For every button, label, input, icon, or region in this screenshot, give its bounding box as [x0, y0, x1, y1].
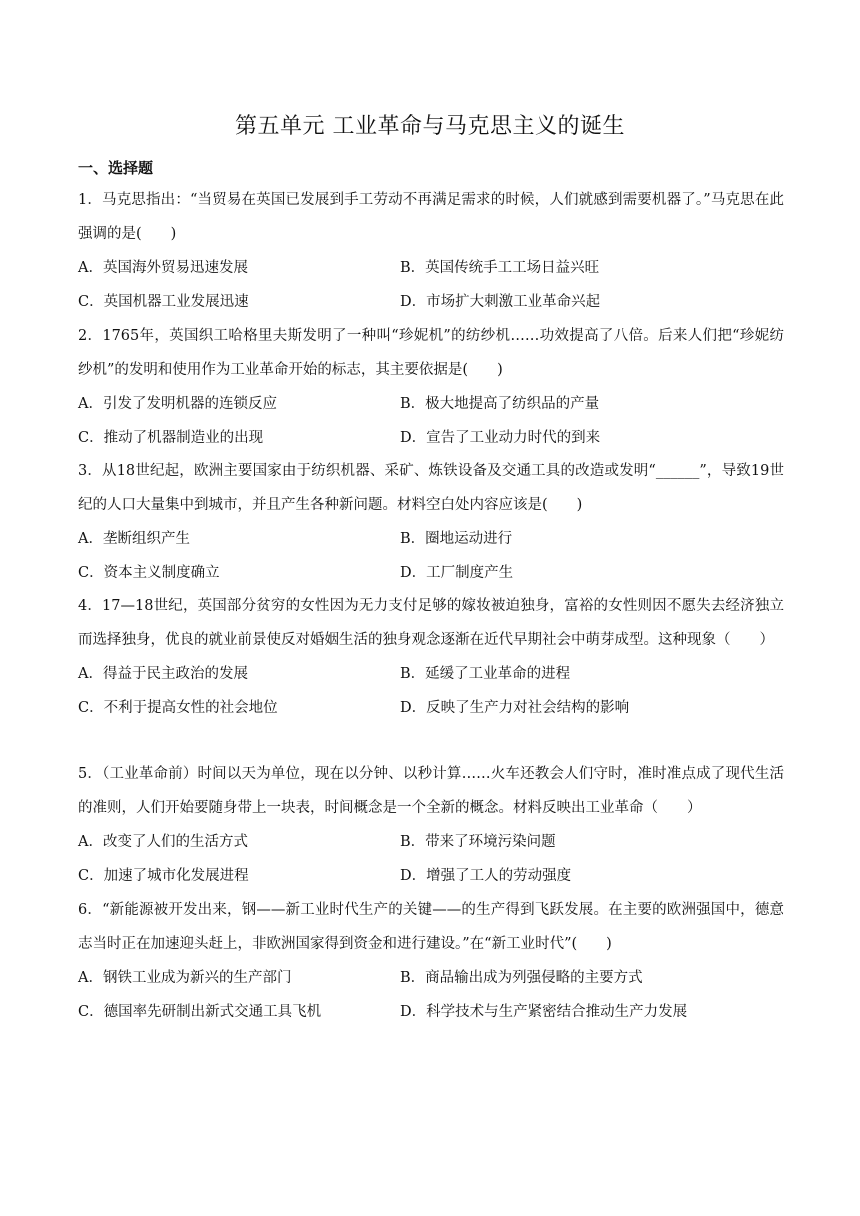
option-a: A．钢铁工业成为新兴的生产部门: [78, 970, 292, 986]
question-stem: 6．“新能源被开发出来，钢——新工业时代生产的关键——的生产得到飞跃发展。在主要的欧洲强国中，德意志当时正在加速迎头赶上，非欧洲国家得到资金和进行建设。”在“新工业时代”( ): [78, 902, 784, 952]
option-a: A．垄断组织产生: [78, 531, 190, 547]
option-row: [78, 285, 784, 319]
option-d: D．科学技术与生产紧密结合推动生产力发展: [400, 1004, 688, 1020]
option-c: C．加速了城市化发展进程: [78, 868, 249, 884]
question-1: [78, 183, 784, 319]
option-c: C．德国率先研制出新式交通工具飞机: [78, 1004, 322, 1020]
option-c: C．资本主义制度确立: [78, 565, 220, 581]
option-d: D．工厂制度产生: [400, 565, 514, 581]
question-5: [78, 757, 784, 893]
option-d: D．市场扩大刺激工业革命兴起: [400, 294, 601, 310]
option-d: D．反映了生产力对社会结构的影响: [400, 700, 630, 716]
option-c: C．不利于提高女性的社会地位: [78, 700, 278, 716]
question-stem: 5．（工业革命前）时间以天为单位，现在以分钟、以秒计算……火车还教会人们守时，准时准点成了现代生活的准则，人们开始要随身带上一块表，时间概念是一个全新的概念。材料反映出工业革命（ ）: [78, 766, 784, 816]
option-row: [78, 251, 784, 285]
question-2: [78, 319, 784, 455]
option-a: A．引发了发明机器的连锁反应: [78, 396, 277, 412]
option-row: [78, 522, 784, 556]
option-row: [78, 961, 784, 995]
option-b: B．圈地运动进行: [400, 531, 513, 547]
option-c: C．推动了机器制造业的出现: [78, 430, 264, 446]
option-b: B．商品输出成为列强侵略的主要方式: [400, 970, 643, 986]
section-heading: 一、选择题: [78, 159, 154, 177]
question-stem: 2．1765年，英国织工哈格里夫斯发明了一种叫“珍妮机”的纺纱机……功效提高了八倍。后来人们把“珍妮纺纱机”的发明和使用作为工业革命开始的标志，其主要依据是( ): [78, 328, 784, 378]
option-row: [78, 421, 784, 455]
question-stem: 4．17—18世纪，英国部分贫穷的女性因为无力支付足够的嫁妆被迫独身，富裕的女性则因不愿失去经济独立而选择独身，优良的就业前景使反对婚姻生活的独身观念逐渐在近代早期社会中萌芽成型。这种现象（ ）: [78, 598, 784, 648]
option-row: [78, 825, 784, 859]
option-row: [78, 657, 784, 691]
option-row: [78, 859, 784, 893]
option-d: D．宣告了工业动力时代的到来: [400, 430, 601, 446]
option-b: B．带来了环境污染问题: [400, 834, 556, 850]
question-6: [78, 893, 784, 1029]
option-c: C．英国机器工业发展迅速: [78, 294, 249, 310]
option-b: B．极大地提高了纺织品的产量: [400, 396, 600, 412]
option-row: [78, 556, 784, 590]
option-row: [78, 387, 784, 421]
option-a: A．英国海外贸易迅速发展: [78, 260, 248, 276]
question-3: [78, 454, 784, 590]
option-a: A．改变了人们的生活方式: [78, 834, 248, 850]
question-4: [78, 589, 784, 725]
option-a: A．得益于民主政治的发展: [78, 666, 248, 682]
option-row: [78, 691, 784, 725]
question-stem: 1．马克思指出：“当贸易在英国已发展到手工劳动不再满足需求的时候，人们就感到需要机器了。”马克思在此强调的是( ): [78, 192, 784, 242]
option-b: B．英国传统手工工场日益兴旺: [400, 260, 600, 276]
question-stem: 3．从18世纪起，欧洲主要国家由于纺织机器、采矿、炼铁设备及交通工具的改造或发明“______”，导致19世纪的人口大量集中到城市，并且产生各种新问题。材料空白处内容应该是( ): [78, 463, 784, 513]
option-row: [78, 995, 784, 1029]
page-title: 第五单元 工业革命与马克思主义的诞生: [235, 114, 625, 139]
option-d: D．增强了工人的劳动强度: [400, 868, 572, 884]
option-b: B．延缓了工业革命的进程: [400, 666, 571, 682]
